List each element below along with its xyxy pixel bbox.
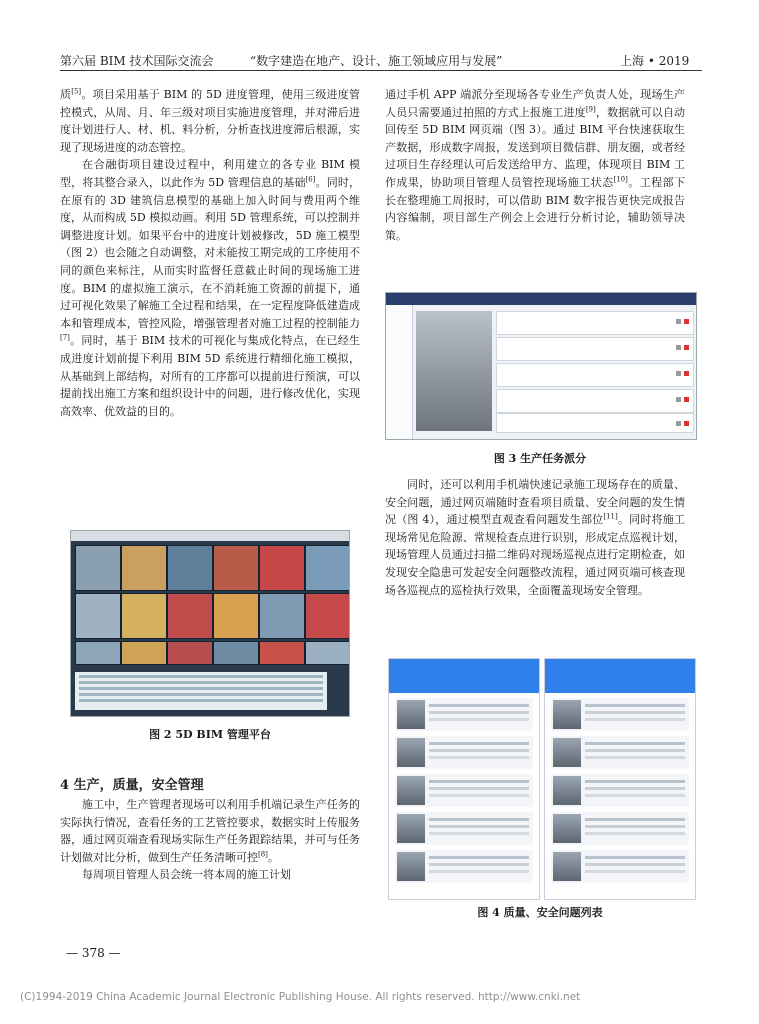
running-header-right: 上海 • 2019 [620, 54, 690, 68]
left-paragraph-2: 在合融街项目建设过程中，利用建立的各专业 BIM 模型，将其整合录入，以此作为 5D 管理信息的基础[6]。同时，在原有的 3D 建筑信息模型的基础上加入时间与费用两个维度，从而构成 5D 模拟动画。利用 5D 管理系统，可以控制并调整进度计划。如果平台中的进度计划被修改，5D 施工模型（图 2）也会随之自动调整，对未能按工期完成的工序使用不同的颜色来标注，从而实时监督任意截止时间的现场施工进度。BIM 的虚拟施工演示，在不消耗施工资源的前提下，通过可视化效果了解施工全过程和结果，在一定程度降低建造成本和管理成本，管控风险，增强管理者对施工过程的控制能力[7]。同时，基于 BIM 技术的可视化与集成化特点，在已经生成进度计划前提下利用 BIM 5D 系统进行精细化施工模拟，从基础到上部结构，对所有的工序都可以提前进行预演，可以提前找出施工方案和组织设计中的问题，进行修改优化，实现高效率、优效益的目的。 [60, 158, 361, 418]
figure-4-phone-left [388, 658, 540, 900]
left-column-text [60, 86, 360, 420]
figure-3-task-dispatch-screenshot [385, 292, 697, 440]
figure-4-phone-right [544, 658, 696, 900]
running-header-left: 第六届 BIM 技术国际交流会 [60, 54, 214, 68]
right-column-text-lower [385, 476, 685, 599]
figure-2-caption: 图 2 5D BIM 管理平台 [149, 728, 271, 741]
copyright-footer: (C)1994-2019 China Academic Journal Electronic Publishing House. All rights reserved. http://www.cnki.net [20, 991, 581, 1003]
figure-2-5d-platform-screenshot [70, 530, 350, 717]
right-paragraph-2: 同时，还可以利用手机端快速记录施工现场存在的质量、安全问题，通过网页端随时查看项目质量、安全问题的发生情况（图 4），通过模型直观查看问题发生部位[11]。同时将施工现场常见危险源、常规检查点进行识别，形成定点巡视计划，现场管理人员通过扫描二维码对现场巡视点进行定期检查，如发现安全隐患可发起安全问题整改流程，通过网页端可核查现场各巡视点的巡检执行效果，全面覆盖现场安全管理。 [385, 478, 685, 597]
left-paragraph-3: 施工中，生产管理者现场可以利用手机端记录生产任务的实际执行情况，查看任务的工艺管控要求，数据实时上传服务器，通过网页端查看现场实际生产任务跟踪结果，并可与任务计划做对比分析，做到生产任务清晰可控[8]。 [60, 798, 360, 864]
right-column-text [385, 86, 685, 244]
left-paragraph-1: 质[5]。项目采用基于 BIM 的 5D 进度管理，使用三级进度管控模式，从周、月、年三级对项目实施进度管理，并对滞后进度计划进行人、材、机、料分析，分析查找进度滞后根源，实现了现场进度的动态管控。 [60, 87, 361, 154]
header-rule [60, 70, 702, 71]
figure-3-caption: 图 3 生产任务派分 [493, 452, 587, 465]
running-header-middle: “数字建造在地产、设计、施工领域应用与发展” [250, 54, 503, 68]
section-4-heading: 4 生产，质量，安全管理 [60, 778, 204, 793]
left-paragraph-4: 每周项目管理人员会统一将本周的施工计划 [82, 868, 291, 882]
page-number: — 378 — [66, 946, 121, 960]
figure-4-caption: 图 4 质量、安全问题列表 [477, 906, 603, 919]
left-column-text-lower [60, 796, 360, 884]
right-paragraph-1: 通过手机 APP 端派分至现场各专业生产负责人处，现场生产人员只需要通过拍照的方式上报施工进度[9]，数据就可以自动回传至 5D BIM 网页端（图 3）。通过 BIM 平台快速获取生产数据，形成数字周报，发送到项目微信群、朋友圈，或者经过项目生存经理认可后发送给甲方、监理，体现项目 BIM 工作成果，协助项目管理人员管控现场施工状态[10]。工程部下长在整理施工周报时，可以借助 BIM 数字报告更快完成报告内容编制，项目部生产例会上会进行分析讨论，辅助领导决策。 [385, 88, 686, 242]
